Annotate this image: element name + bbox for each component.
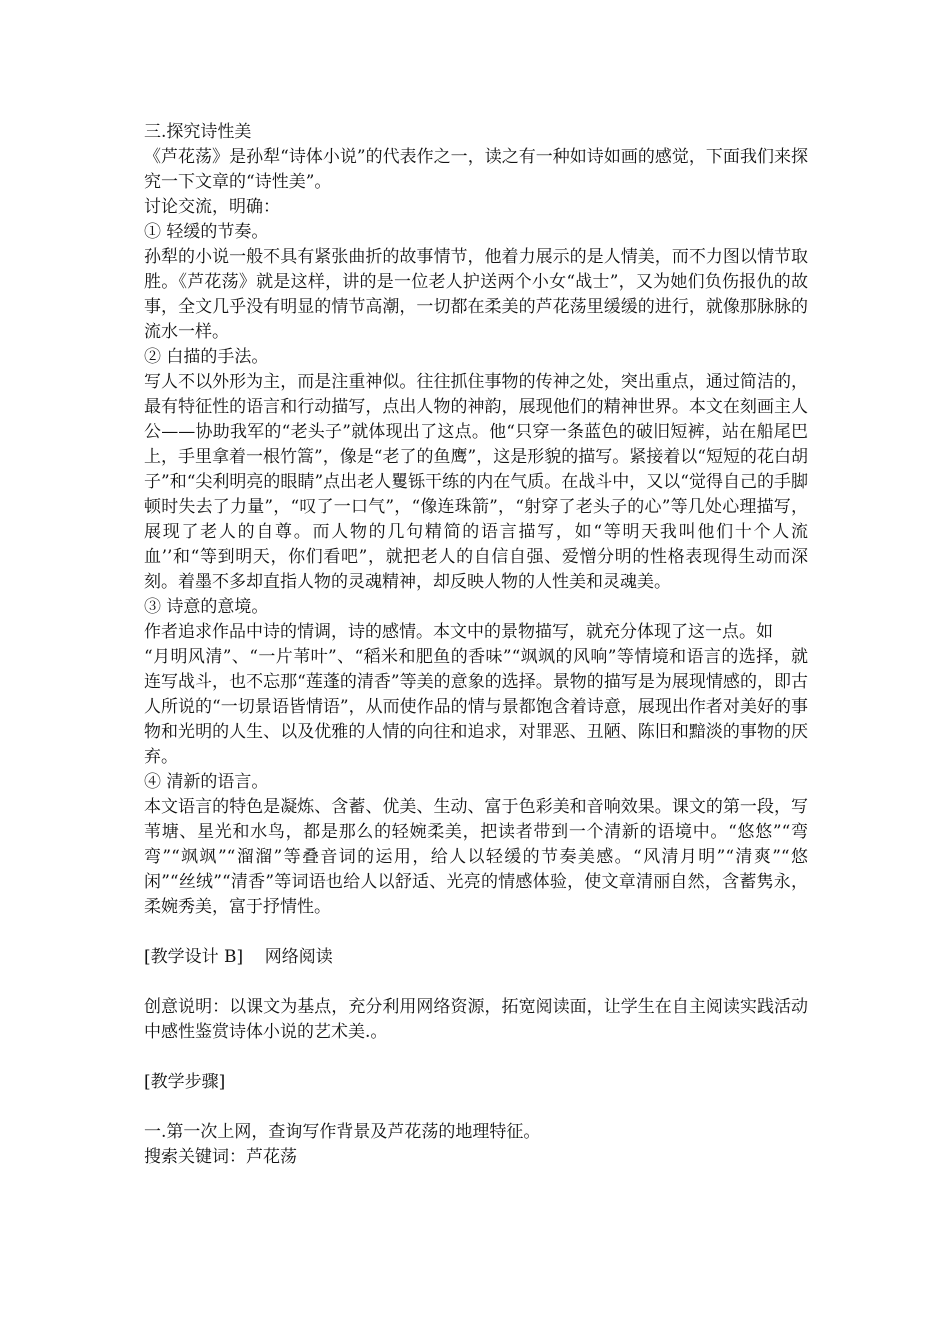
point-3-paragraph-b: “月明风清”、“一片苇叶”、“稻米和肥鱼的香味”“飒飒的风响”等情境和语言的选择，就连写战斗，也不忘那“莲蓬的清香”等美的意象的选择。景物的描写是为展现情感的，即古人所说的“一切景语皆情语”，从而使作品的情与景都饱含着诗意，展现出作者对美好的事物和光明的人生、以及优雅的人情的向往和追求，对罪恶、丑陋、陈旧和黯淡的事物的厌弃。 [144,647,808,767]
discussion-lead: 讨论交流，明确： [144,197,280,217]
document-body [144,120,808,1170]
point-1-paragraph: 孙犁的小说一般不具有紧张曲折的故事情节，他着力展示的是人情美，而不力图以情节取胜。《芦花荡》就是这样，讲的是一位老人护送两个小女“战士”，又为她们负伤报仇的故事，全文几乎没有明显的情节高潮，一切都在柔美的芦花荡里缓缓的进行，就像那脉脉的流水一样。 [144,247,808,342]
intro-paragraph: 《芦花荡》是孙犁“诗体小说”的代表作之一，读之有一种如诗如画的感觉，下面我们来探究一下文章的“诗性美”。 [144,147,808,192]
spacer [144,970,808,995]
point-3-paragraph-a: 作者追求作品中诗的情调，诗的感情。本文中的景物描写，就充分体现了这一点。如 [144,622,773,642]
spacer [144,1095,808,1120]
point-2-heading: ② 白描的手法。 [144,347,269,367]
spacer [144,1045,808,1070]
spacer [144,920,808,945]
point-1-heading: ① 轻缓的节奏。 [144,222,269,242]
point-3-heading: ③ 诗意的意境。 [144,597,269,617]
step-1-paragraph: 一.第一次上网，查询写作背景及芦花荡的地理特征。 [144,1122,541,1142]
design-b-heading: [教学设计 B] 网络阅读 [144,947,333,967]
point-4-paragraph: 本文语言的特色是凝炼、含蓄、优美、生动、富于色彩美和音响效果。课文的第一段，写苇塘、星光和水鸟，都是那么的轻婉柔美，把读者带到一个清新的语境中。“悠悠”“弯弯”“飒飒”“溜溜”等叠音词的运用，给人以轻缓的节奏美感。“风清月明”“清爽”“悠闲”“丝绒”“清香”等词语也给人以舒适、光亮的情感体验，使文章清丽自然，含蓄隽永，柔婉秀美，富于抒情性。 [144,797,808,917]
point-2-paragraph: 写人不以外形为主，而是注重神似。往往抓住事物的传神之处，突出重点，通过简洁的，最有特征性的语言和行动描写，点出人物的神韵，展现他们的精神世界。本文在刻画主人公——协助我军的“老头子”就体现出了这点。他“只穿一条蓝色的破旧短裤，站在船尾巴上，手里拿着一根竹篙”，像是“老了的鱼鹰”，这是形貌的描写。紧接着以“短短的花白胡子”和“尖利明亮的眼睛”点出老人矍铄干练的内在气质。在战斗中，又以“觉得自己的手脚顿时失去了力量”，“叹了一口气”，“像连珠箭”，“射穿了老头子的心”等几处心理描写，展现了老人的自尊。而人物的几句精简的语言描写，如“等明天我叫他们十个人流血’’和“等到明天，你们看吧”，就把老人的自信自强、爱憎分明的性格表现得生动而深刻。着墨不多却直指人物的灵魂精神，却反映人物的人性美和灵魂美。 [144,372,808,592]
section-heading: 三.探究诗性美 [144,122,252,142]
point-4-heading: ④ 清新的语言。 [144,772,269,792]
creative-note-paragraph: 创意说明：以课文为基点，充分利用网络资源，拓宽阅读面，让学生在自主阅读实践活动中感性鉴赏诗体小说的艺术美.。 [144,997,808,1042]
search-keyword-paragraph: 搜索关键词：芦花荡 [144,1147,297,1167]
teaching-steps-heading: [教学步骤] [144,1072,226,1092]
